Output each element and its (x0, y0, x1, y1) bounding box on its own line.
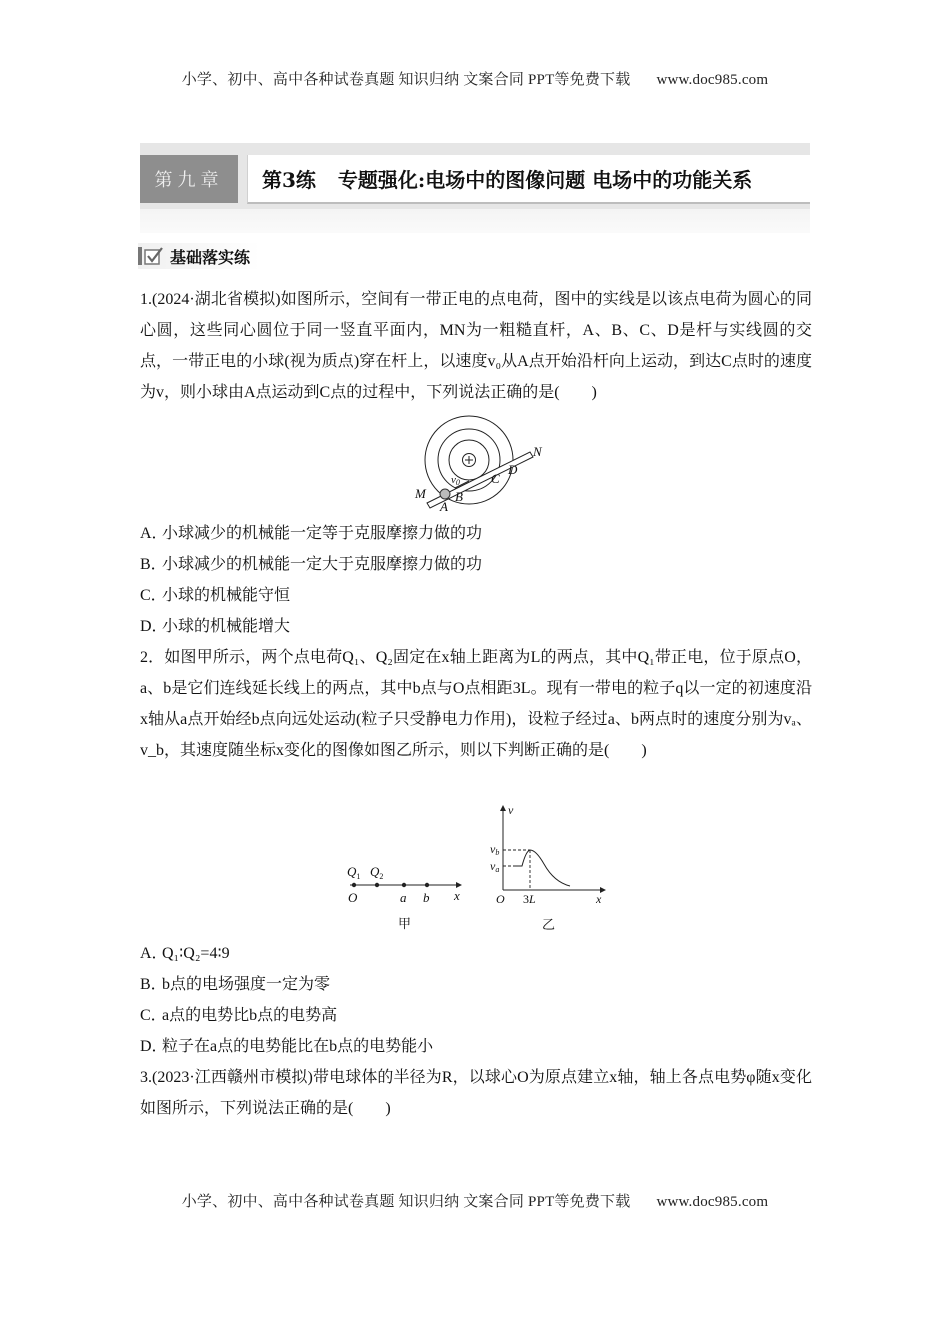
watermark-text: 小学、初中、高中各种试卷真题 知识归纳 文案合同 PPT等免费下载 (181, 1194, 631, 1210)
figure-jia-axis (340, 860, 470, 940)
checkbox-check-icon (144, 247, 164, 265)
chapter-banner (140, 143, 810, 233)
chapter-title (247, 155, 810, 204)
svg-text:B: B (455, 489, 463, 504)
svg-text:b: b (423, 890, 430, 905)
exercise-title: 专题强化:电场中的图像问题 电场中的功能关系 (337, 168, 753, 192)
figure-jia-caption: 甲 (398, 917, 412, 932)
question-2-text: 如图甲所示，两个点电荷Q₁、Q₂固定在x轴上距离为L的两点，其中Q₁带正电，位于原点O，a、b是它们连线延长线上的两点，其中b点与O点相距3L。现有一带电的粒子q以一定的初速度沿x轴从a点开始经b点向远处运动(粒子只受静电力作用)，设粒子经过a、b两点时的速度分别为vₐ、v_b，其速度随坐标x变化的图像如图乙所示，则以下判断正确的是( ) (140, 649, 812, 759)
svg-text:C: C (491, 471, 500, 486)
svg-text:Q1: $Q_1$ (347, 864, 361, 881)
figure-yi-velocity-graph (484, 802, 614, 937)
question-1-option-b[interactable]: B．小球减少的机械能一定大于克服摩擦力做的功 (140, 556, 483, 573)
exercise-number: 第3练 (262, 168, 316, 192)
question-3-stem: 3.(2023·江西赣州市模拟)带电球体的半径为R，以球心O为原点建立x轴，轴上各点电势φ随x变化如图所示，下列说法正确的是( ) (140, 1069, 812, 1117)
question-2-stem: 2．如图甲所示，两个点电荷Q₁、Q₂固定在x轴上距离为L的两点，其中Q₁带正电，位于原点O，a、b是它们连线延长线上的两点，其中b点与O点相距3L。现有一带电的粒子q以一定的初速度沿x轴从a点开始经b点向远处运动(粒子只受静电力作用)，设粒子经过a、b两点时的速度分别为vₐ、v_b，其速度随坐标x变化的图像如图乙所示，则以下判断正确的是( ) (140, 649, 812, 759)
footer-watermark (0, 1190, 950, 1211)
svg-text:a: a (400, 890, 407, 905)
question-2-option-a[interactable]: A．Q₁∶Q₂=4∶9 (140, 945, 230, 962)
svg-text:D: D (508, 462, 518, 477)
svg-text:v0: v0 (451, 474, 460, 487)
svg-text:N: N (533, 444, 542, 459)
section-bar (138, 247, 142, 265)
figure-yi-caption: 乙 (542, 918, 556, 933)
section-label: 基础落实练 (170, 247, 251, 267)
chapter-tag: 第九章 (140, 155, 238, 203)
figure-concentric-circles (405, 412, 545, 512)
question-1-option-a[interactable]: A．小球减少的机械能一定等于克服摩擦力做的功 (140, 525, 483, 542)
svg-text:x: x (454, 888, 460, 903)
question-2-option-d[interactable]: D．粒子在a点的电势能比在b点的电势能小 (140, 1038, 434, 1055)
section-heading (138, 243, 260, 269)
svg-text:M: M (415, 486, 426, 501)
watermark-url[interactable]: www.doc985.com (656, 72, 769, 88)
svg-text:Q2: $Q_2$ (370, 864, 384, 881)
svg-text:3L: 3L (523, 892, 536, 906)
question-3-source: (2023·江西赣州市模拟) (152, 1069, 313, 1086)
watermark-url[interactable]: www.doc985.com (656, 1194, 769, 1210)
question-3-text: 带电球体的半径为R，以球心O为原点建立x轴，轴上各点电势φ随x变化如图所示，下列说法正确的是( ) (140, 1069, 812, 1117)
question-2-option-b[interactable]: B．b点的电场强度一定为零 (140, 976, 331, 993)
svg-text:va: va (490, 859, 500, 874)
header-watermark (0, 68, 950, 89)
question-1-stem: 1.(2024·湖北省模拟)如图所示，空间有一带正电的点电荷，图中的实线是以该点电荷为圆心的同心圆，这些同心圆位于同一竖直平面内，MN为一粗糙直杆，A、B、C、D是杆与实线圆的交点，一带正电的小球(视为质点)穿在杆上，以速度v₀从A点开始沿杆向上运动，到达C点时的速度为v，则小球由A点运动到C点的过程中，下列说法正确的是( ) (140, 291, 812, 401)
question-1-option-c[interactable]: C．小球的机械能守恒 (140, 587, 291, 604)
svg-text:O: O (496, 892, 505, 906)
question-1-source: (2024·湖北省模拟) (152, 291, 281, 308)
question-1-option-d[interactable]: D．小球的机械能增大 (140, 618, 291, 635)
svg-text:v: v (508, 803, 514, 817)
svg-text:A: A (440, 499, 448, 512)
svg-text:O: O (348, 890, 358, 905)
question-1-text: 如图所示，空间有一带正电的点电荷，图中的实线是以该点电荷为圆心的同心圆，这些同心圆位于同一竖直平面内，MN为一粗糙直杆，A、B、C、D是杆与实线圆的交点，一带正电的小球(视为质点)穿在杆上，以速度v₀从A点开始沿杆向上运动，到达C点时的速度为v，则小球由A点运动到C点的过程中，下列说法正确的是( ) (140, 291, 812, 401)
question-2-option-c[interactable]: C．a点的电势比b点的电势高 (140, 1007, 338, 1024)
svg-text:vb: vb (490, 842, 500, 857)
watermark-text: 小学、初中、高中各种试卷真题 知识归纳 文案合同 PPT等免费下载 (181, 72, 631, 88)
svg-text:x: x (596, 892, 602, 906)
